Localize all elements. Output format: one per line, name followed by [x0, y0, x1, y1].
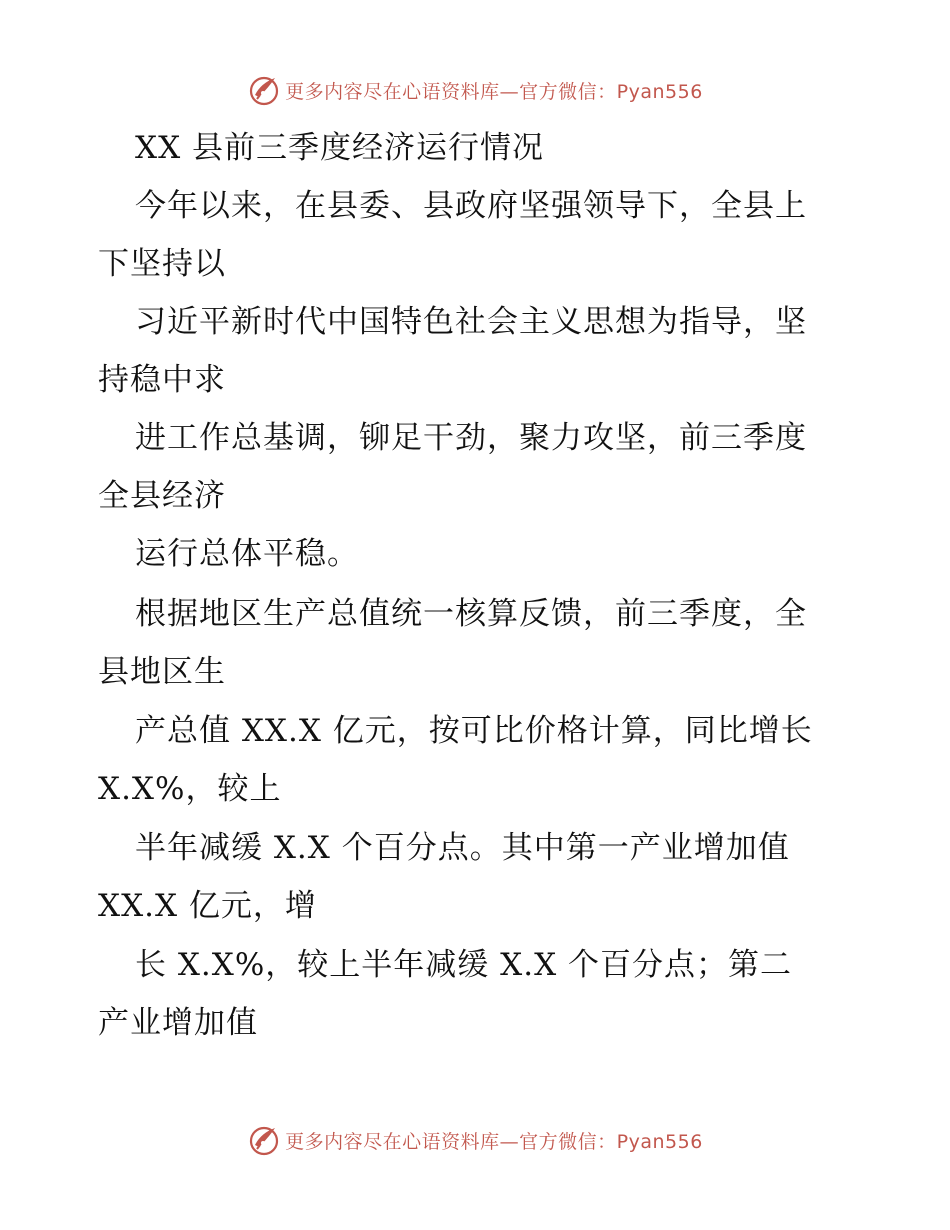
paragraph-line: 产业增加值	[98, 1005, 258, 1041]
paragraph-line: 产总值 XX.X 亿元，按可比价格计算，同比增长	[135, 713, 813, 749]
paragraph-line: XX.X 亿元，增	[98, 888, 317, 924]
paragraph-line: 持稳中求	[98, 362, 226, 398]
footer-banner	[0, 1120, 950, 1160]
paragraph-line: 今年以来，在县委、县政府坚强领导下，全县上	[135, 188, 807, 224]
paragraph-line: 全县经济	[98, 478, 226, 514]
paragraph-line: 运行总体平稳。	[135, 536, 359, 572]
paragraph-line: 进工作总基调，铆足干劲，聚力攻坚，前三季度	[135, 420, 807, 456]
paragraph-line: 县地区生	[98, 654, 226, 690]
footer-banner-text: 更多内容尽在心语资料库—官方微信：Pyan556	[285, 1130, 703, 1153]
document-title: XX 县前三季度经济运行情况	[135, 130, 544, 166]
paragraph-line: X.X%，较上	[98, 771, 282, 807]
header-wechat-id: Pyan556	[616, 80, 703, 103]
paragraph-line: 下坚持以	[98, 246, 226, 282]
paragraph-line: 根据地区生产总值统一核算反馈，前三季度，全	[135, 596, 807, 632]
paragraph-line: 习近平新时代中国特色社会主义思想为指导，坚	[135, 304, 807, 340]
header-banner-text: 更多内容尽在心语资料库—官方微信：Pyan556	[285, 80, 703, 103]
paragraph-line: 半年减缓 X.X 个百分点。其中第一产业增加值	[135, 830, 790, 866]
footer-wechat-id: Pyan556	[616, 1130, 703, 1153]
paragraph-line: 长 X.X%，较上半年减缓 X.X 个百分点；第二	[135, 947, 793, 983]
quill-seal-icon	[247, 1123, 281, 1157]
